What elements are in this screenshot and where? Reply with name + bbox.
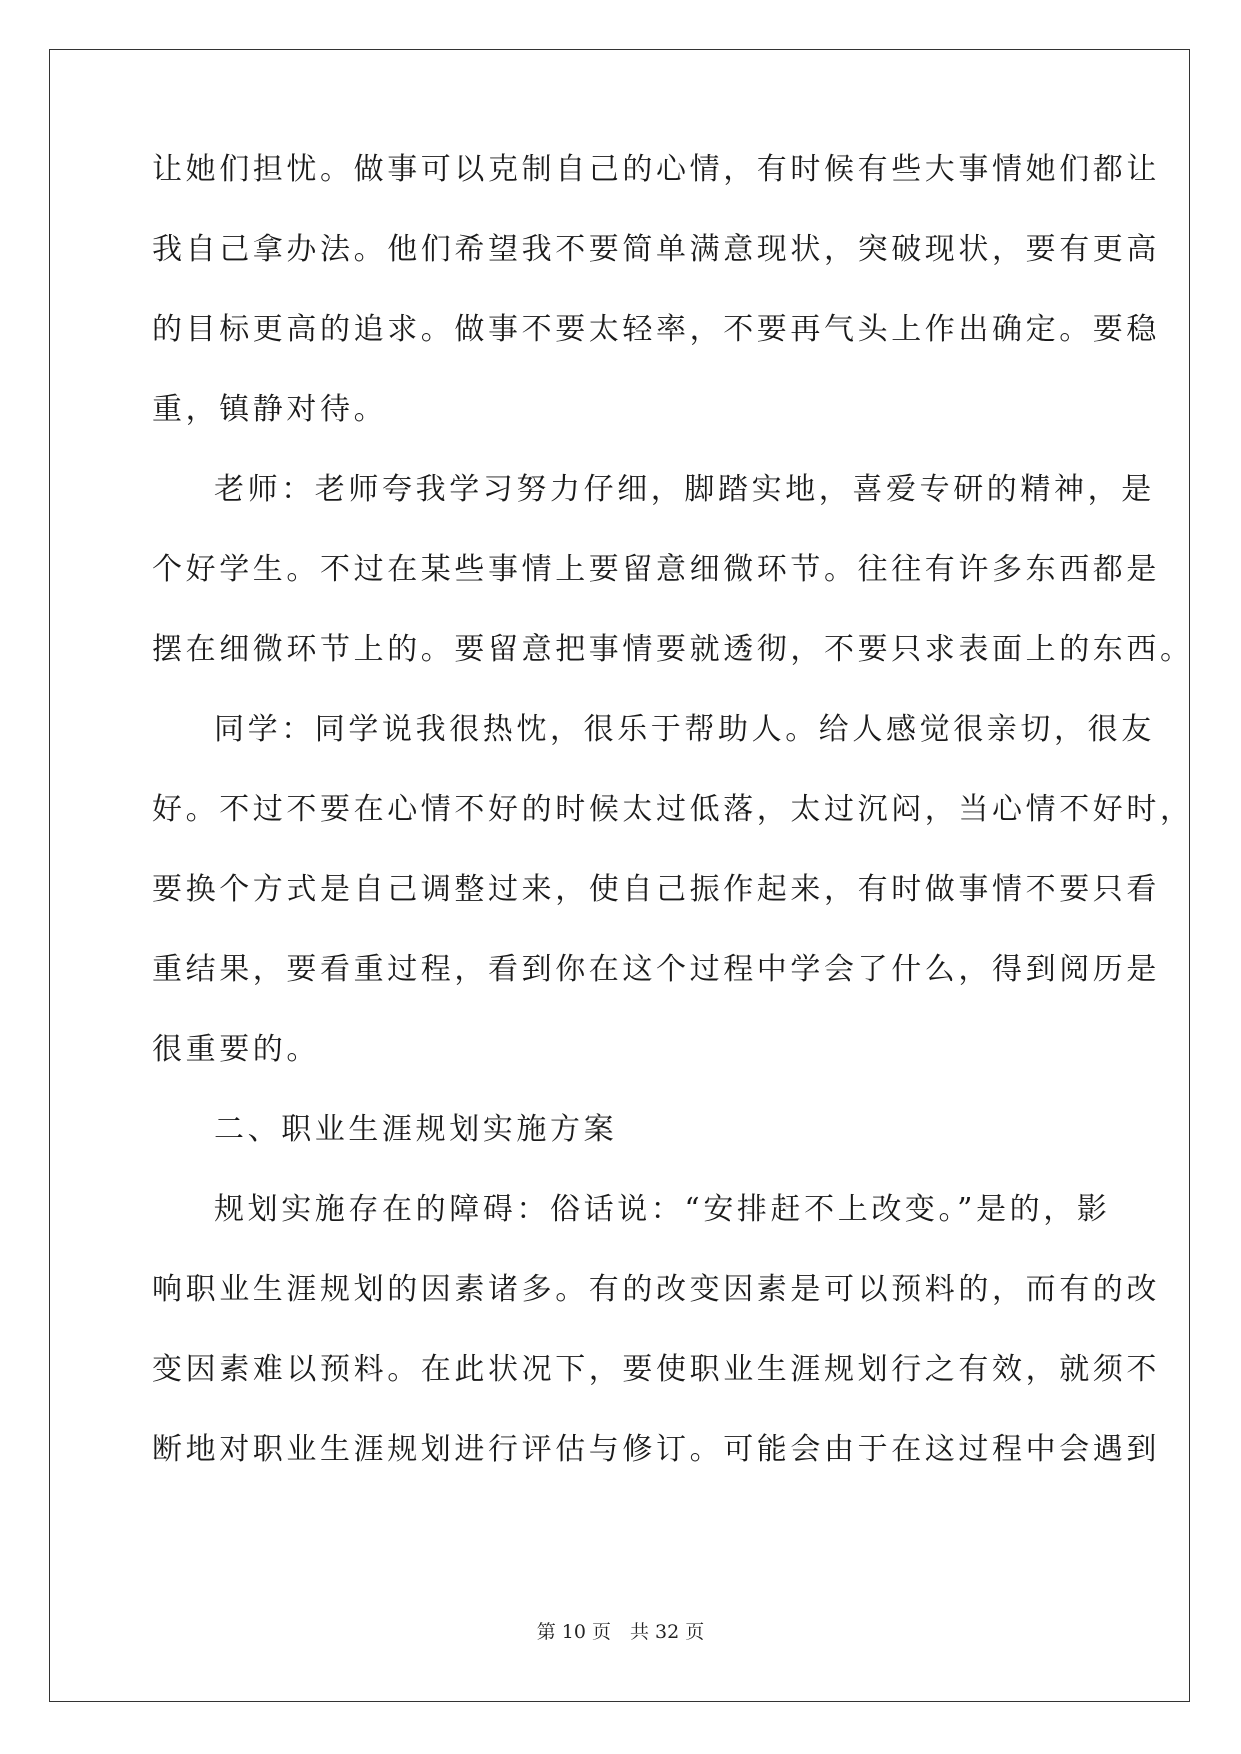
text-line: 规划实施存在的障碍：俗话说：“安排赶不上改变。”是的，影	[214, 1192, 1111, 1227]
section-heading: 二、职业生涯规划实施方案	[214, 1112, 618, 1147]
text-line: 的目标更高的追求。做事不要太轻率，不要再气头上作出确定。要稳	[152, 312, 1160, 347]
text-line: 摆在细微环节上的。要留意把事情要就透彻，不要只求表面上的东西。	[152, 632, 1194, 667]
text-line: 断地对职业生涯规划进行评估与修订。可能会由于在这过程中会遇到	[152, 1432, 1160, 1467]
page-number-footer: 第 10 页 共 32 页	[536, 1621, 705, 1643]
text-line: 让她们担忧。做事可以克制自己的心情，有时候有些大事情她们都让	[152, 152, 1160, 187]
text-line: 要换个方式是自己调整过来，使自己振作起来，有时做事情不要只看	[152, 872, 1160, 907]
text-line: 个好学生。不过在某些事情上要留意细微环节。往往有许多东西都是	[152, 552, 1160, 587]
text-line: 变因素难以预料。在此状况下，要使职业生涯规划行之有效，就须不	[152, 1352, 1160, 1387]
text-line: 响职业生涯规划的因素诸多。有的改变因素是可以预料的，而有的改	[152, 1272, 1160, 1307]
text-line: 重，镇静对待。	[152, 392, 388, 427]
text-line: 很重要的。	[152, 1032, 320, 1067]
text-line: 重结果，要看重过程，看到你在这个过程中学会了什么，得到阅历是	[152, 952, 1160, 987]
text-line: 我自己拿办法。他们希望我不要简单满意现状，突破现状，要有更高	[152, 232, 1160, 267]
text-line: 好。不过不要在心情不好的时候太过低落，太过沉闷，当心情不好时，	[152, 792, 1194, 827]
text-line: 老师：老师夸我学习努力仔细，脚踏实地，喜爱专研的精神，是	[214, 472, 1155, 507]
text-line: 同学：同学说我很热忱，很乐于帮助人。给人感觉很亲切，很友	[214, 712, 1155, 747]
